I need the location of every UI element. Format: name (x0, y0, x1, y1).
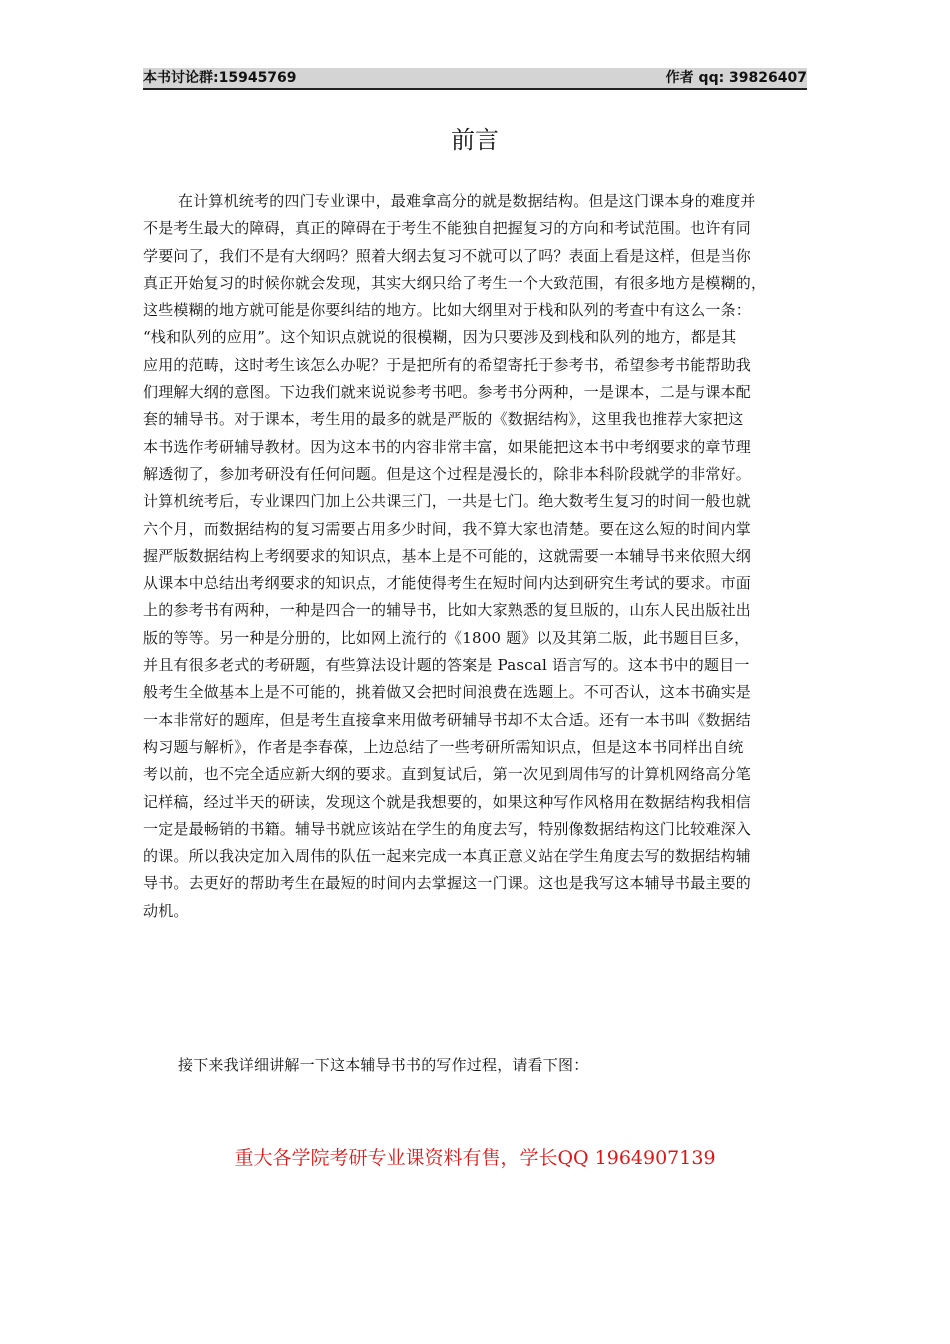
text-line: 动机。 (143, 901, 189, 920)
text-line: 并且有很多老式的考研题，有些算法设计题的答案是 Pascal 语言写的。这本书中的题目一 (143, 656, 750, 675)
text-line: 考以前，也不完全适应新大纲的要求。直到复试后，第一次见到周伟写的计算机网络高分笔 (143, 765, 752, 784)
text-line: 套的辅导书。对于课本，考生用的最多的就是严版的《数据结构》，这里我也推荐大家把这 (143, 410, 744, 429)
text-line: 们理解大纲的意图。下边我们就来说说参考书吧。参考书分两种，一是课本，二是与课本配 (143, 383, 752, 402)
text-line: 握严版数据结构上考纲要求的知识点，基本上是不可能的，这就需要一本辅导书来依照大纲 (143, 546, 752, 565)
text-line: “栈和队列的应用”。这个知识点就说的很模糊，因为只要涉及到栈和队列的地方，都是其 (143, 328, 737, 347)
text-line: 这些模糊的地方就可能是你要纠结的地方。比如大纲里对于栈和队列的考查中有这么一条： (143, 301, 752, 320)
text-line: 版的等等。另一种是分册的，比如网上流行的《1800 题》以及其第二版，此书题目巨多， (143, 628, 750, 647)
text-line: 一本非常好的题库，但是考生直接拿来用做考研辅导书却不太合适。还有一本书叫《数据结 (143, 710, 752, 729)
page-header (143, 68, 807, 90)
text-line: 导书。去更好的帮助考生在最短的时间内去掌握这一门课。这也是我写这本辅导书最主要的 (143, 874, 752, 893)
text-line: 学要问了，我们不是有大纲吗？照着大纲去复习不就可以了吗？表面上看是这样，但是当你 (143, 246, 752, 265)
discussion-group-label: 本书讨论群:15945769 (143, 70, 297, 86)
text-line: 在计算机统考的四门专业课中，最难拿高分的就是数据结构。但是这门课本身的难度并 (178, 192, 756, 210)
text-line: 的课。所以我决定加入周伟的队伍一起来完成一本真正意义站在学生角度去写的数据结构辅 (143, 847, 752, 866)
text-line: 记样稿，经过半天的研读，发现这个就是我想要的，如果这种写作风格用在数据结构我相信 (143, 792, 752, 811)
text-line: 般考生全做基本上是不可能的，挑着做又会把时间浪费在选题上。不可否认，这本书确实是 (143, 683, 752, 702)
preface-paragraph-1 (143, 188, 807, 925)
page-title: 前言 (451, 126, 499, 154)
ad-banner: 重大各学院考研专业课资料有售，学长QQ 1964907139 (234, 1147, 716, 1169)
text-line: 不是考生最大的障碍，真正的障碍在于考生不能独自把握复习的方向和考试范围。也许有同 (143, 219, 752, 238)
text-line: 上的参考书有两种，一种是四合一的辅导书，比如大家熟悉的复旦版的，山东人民出版社出 (143, 601, 752, 620)
text-line: 从课本中总结出考纲要求的知识点，才能使得考生在短时间内达到研究生考试的要求。市面 (143, 574, 752, 593)
text-line: 计算机统考后，专业课四门加上公共课三门，一共是七门。绝大数考生复习的时间一般也就 (143, 492, 752, 511)
text-line: 本书选作考研辅导教材。因为这本书的内容非常丰富，如果能把这本书中考纲要求的章节理 (143, 437, 752, 456)
text-line: 构习题与解析》，作者是李春葆，上边总结了一些考研所需知识点，但是这本书同样出自统 (143, 737, 744, 756)
text-line: 解透彻了，参加考研没有任何问题。但是这个过程是漫长的，除非本科阶段就学的非常好。 (143, 464, 752, 483)
text-line: 接下来我详细讲解一下这本辅导书书的写作过程，请看下图： (178, 1056, 589, 1074)
author-qq-label: 作者 qq: 39826407 (665, 70, 807, 86)
text-line: 一定是最畅销的书籍。辅导书就应该站在学生的角度去写，特别像数据结构这门比较难深入 (143, 819, 752, 838)
text-line: 六个月，而数据结构的复习需要占用多少时间，我不算大家也清楚。要在这么短的时间内掌 (143, 519, 752, 538)
preface-paragraph-2 (143, 1052, 807, 1079)
text-line: 真正开始复习的时候你就会发现，其实大纲只给了考生一个大致范围，有很多地方是模糊的， (143, 273, 767, 292)
text-line: 应用的范畴，这时考生该怎么办呢？于是把所有的希望寄托于参考书，希望参考书能帮助我 (143, 355, 752, 374)
